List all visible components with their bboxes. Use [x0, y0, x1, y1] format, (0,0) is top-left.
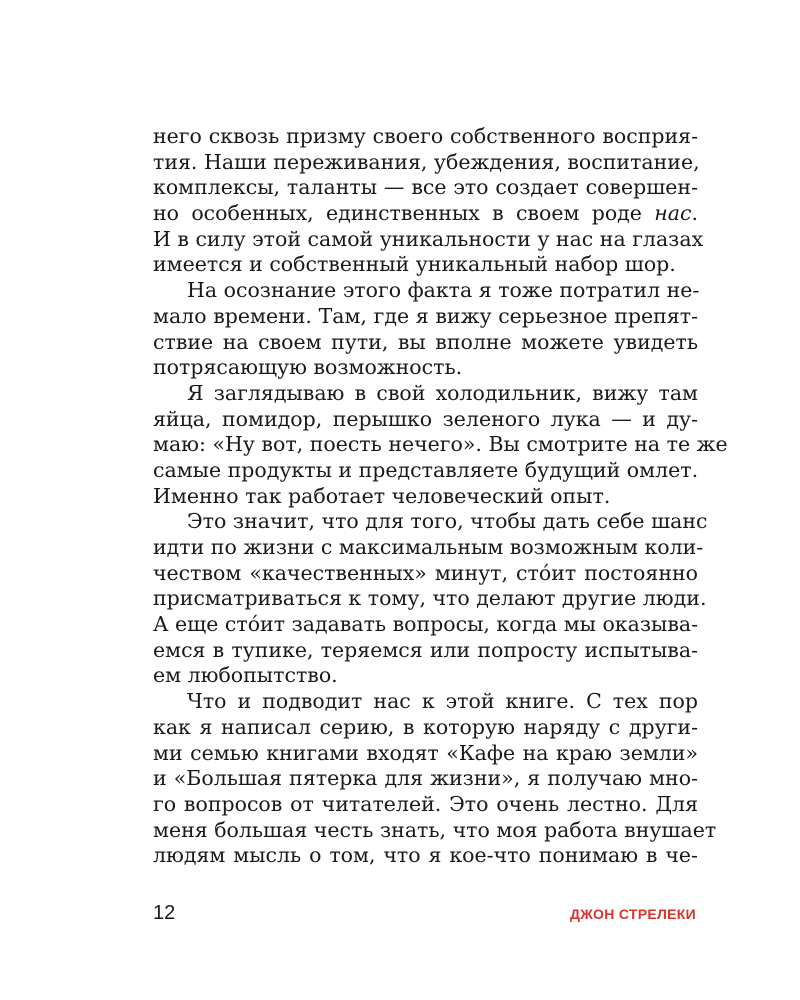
emphasis: нас [654, 201, 692, 226]
text-line: Это значит, что для того, чтобы дать себе шанс [187, 509, 708, 534]
text-line: Именно так работает человеческий опыт. [153, 483, 611, 508]
text-line: мало времени. Там, где я вижу серьезное препят- [153, 303, 698, 328]
text-line: ем любопытство. [153, 663, 338, 688]
running-footer-author: ДЖОН СТРЕЛЕКИ [570, 906, 696, 922]
text-line: но особенных, единственных в своем роде нас. [153, 201, 698, 226]
text-line: Что и подводит нас к этой книге. С тех пор [187, 689, 698, 714]
text-line: как я написал серию, в которую наряду с други- [153, 714, 698, 739]
text-line: И в силу этой самой уникальности у нас на глазах [153, 226, 704, 251]
text-line: маю: «Ну вот, поесть нечего». Вы смотрите на те же [153, 432, 728, 457]
text-line: яйца, помидор, перышко зеленого лука — и ду- [153, 406, 698, 431]
text-line: меня большая честь знать, что моя работа внушает [153, 817, 717, 842]
text-line: чеством «качественных» минут, сто́ит постоянно [153, 560, 698, 585]
text-line: него сквозь призму своего собственного восприя- [153, 124, 698, 148]
text-line: ствие на своем пути, вы вполне можете увидеть [153, 329, 698, 354]
text-line: людям мысль о том, что я кое-что понимаю в че- [153, 843, 698, 868]
text-line: го вопросов от читателей. Это очень лестно. Для [153, 791, 698, 816]
text-line: присматриваться к тому, что делают другие люди. [153, 586, 707, 611]
page-number: 12 [153, 902, 176, 924]
text-line: тия. Наши переживания, убеждения, воспитание, [153, 149, 700, 174]
text-line: Я заглядываю в свой холодильник, вижу там [187, 380, 698, 405]
text-line: идти по жизни с максимальным возможным коли- [153, 535, 704, 559]
text-line: ми семью книгами входят «Кафе на краю земли» [153, 740, 698, 765]
text-line: потрясающую возможность. [153, 355, 463, 380]
text-line: А еще сто́ит задавать вопросы, когда мы оказыва- [153, 612, 699, 637]
text-line: самые продукты и представляете будущий омлет. [153, 457, 699, 482]
text-line: имеется и собственный уникальный набор шор. [153, 252, 676, 277]
text-line: и «Большая пятерка для жизни», я получаю мно- [153, 766, 698, 791]
text-line: емся в тупике, теряемся или попросту испытыва- [153, 637, 698, 662]
text-line: На осознание этого факта я тоже потратил не- [187, 278, 700, 303]
body-text [153, 124, 728, 869]
text-line: комплексы, таланты — все это создает совершен- [153, 175, 698, 200]
